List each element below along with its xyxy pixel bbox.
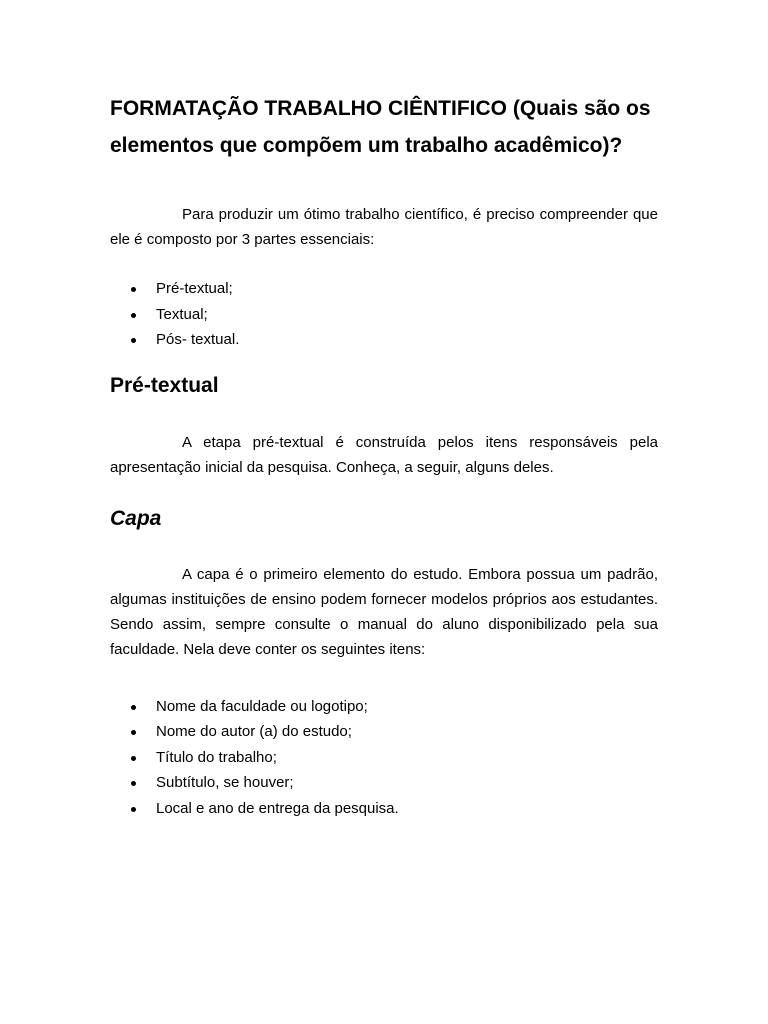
list-item <box>110 694 658 720</box>
capa-items-list <box>110 694 658 822</box>
intro-paragraph: Para produzir um ótimo trabalho científico, é preciso compreender que ele é composto por 3 partes essenciais: <box>110 206 658 248</box>
bullet-icon <box>131 313 136 318</box>
list-item-text: Pré-textual; <box>156 280 233 297</box>
list-item-text: Subtítulo, se houver; <box>156 774 294 791</box>
document-title: FORMATAÇÃO TRABALHO CIÊNTIFICO (Quais são os elementos que compõem um trabalho acadêmico)? <box>110 97 651 157</box>
list-item <box>110 302 658 328</box>
bullet-icon <box>131 756 136 761</box>
bullet-icon <box>131 807 136 812</box>
list-item-text: Local e ano de entrega da pesquisa. <box>156 799 399 817</box>
list-item <box>110 770 658 796</box>
list-item <box>110 327 658 353</box>
list-item <box>110 796 658 822</box>
pretextual-paragraph: A etapa pré-textual é construída pelos itens responsáveis pela apresentação inicial da pesquisa. Conheça, a seguir, alguns deles. <box>110 433 658 476</box>
bullet-icon <box>131 287 136 292</box>
section-heading-pretextual: Pré-textual <box>110 373 219 397</box>
list-item-text: Pós- textual. <box>156 331 240 348</box>
capa-paragraph: A capa é o primeiro elemento do estudo. Embora possua um padrão, algumas instituições de ensino podem fornecer modelos próprios aos estudantes. Sendo assim, sempre consulte o manual do aluno disponibilizado pela sua faculdade. Nela deve conter os seguintes itens: <box>110 565 658 658</box>
list-item-text: Título do trabalho; <box>156 748 277 766</box>
list-item-text: Nome do autor (a) do estudo; <box>156 723 352 740</box>
list-item-text: Textual; <box>156 305 208 323</box>
list-item <box>110 276 658 302</box>
bullet-icon <box>131 730 136 735</box>
bullet-icon <box>131 781 136 786</box>
bullet-icon <box>131 705 136 710</box>
bullet-icon <box>131 338 136 343</box>
list-item <box>110 719 658 745</box>
document-page <box>110 90 658 821</box>
list-item <box>110 745 658 771</box>
section-heading-capa: Capa <box>110 506 162 530</box>
list-item-text: Nome da faculdade ou logotipo; <box>156 697 368 715</box>
parts-list <box>110 276 658 353</box>
